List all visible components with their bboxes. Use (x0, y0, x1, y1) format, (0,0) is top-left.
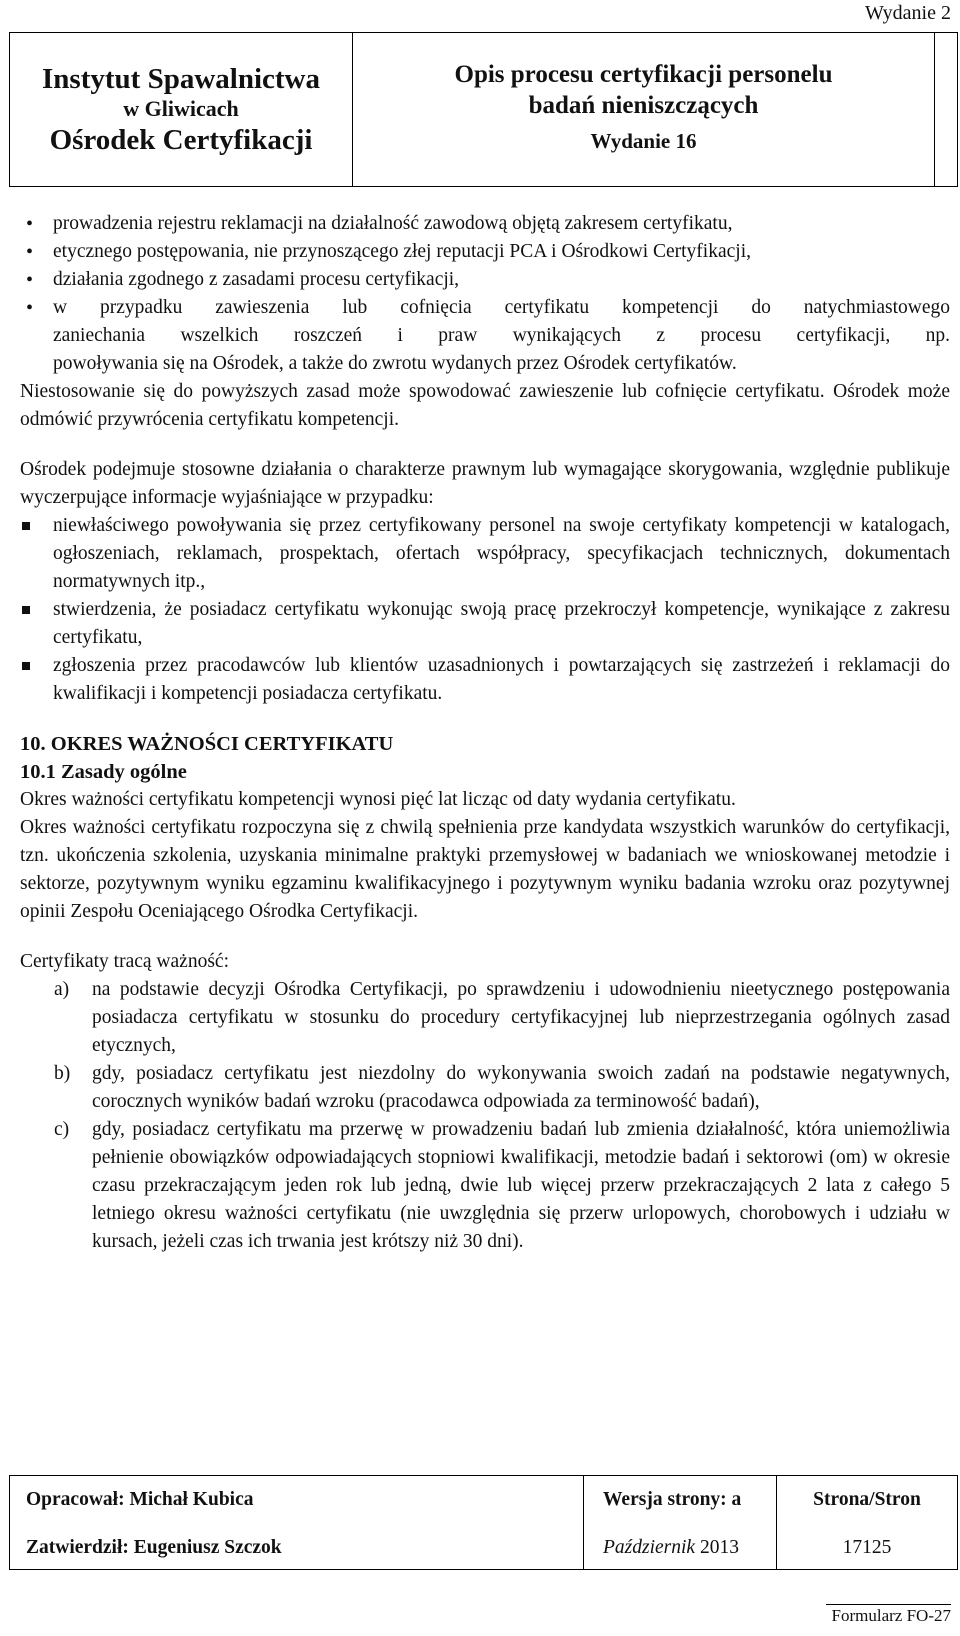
document-footer (9, 1475, 958, 1570)
header-organization (10, 33, 353, 186)
list-item (20, 652, 950, 708)
header-title-block (353, 33, 935, 186)
document-header (9, 32, 958, 187)
page-value: 17125 (842, 1537, 892, 1558)
list-item-text-line: zaniechania wszelkich roszczeń i praw wynikających z procesu certyfikacji, np. (53, 325, 950, 346)
section-heading: 10. OKRES WAŻNOŚCI CERTYFIKATU (20, 733, 394, 755)
list-item (20, 294, 950, 378)
date-year: 2013 (695, 1537, 739, 1558)
list-item-text: etycznego postępowania, nie przynoszącego złej reputacji PCA i Ośrodkowi Certyfikacji, (53, 241, 751, 262)
list-item-text: gdy, posiadacz certyfikatu jest niezdolny do wykonywania swoich zadań na podstawie negatywnych, corocznych wyników badań wzroku (pracodawca odpowiada za terminowość badań), (92, 1063, 950, 1112)
version-label: Wersja strony: a (603, 1489, 742, 1510)
footer-page (777, 1476, 957, 1569)
list-item-text: na podstawie decyzji Ośrodka Certyfikacji, po sprawdzeniu i udowodnieniu nieetycznego postępowania posiadacza certyfikatu w stosunku do procedury certyfikacyjnej lub nieprzestrzegania ogólnych zasad etycznych, (92, 979, 950, 1056)
footer-version (584, 1476, 777, 1569)
list-item-text-line: w przypadku zawieszenia lub cofnięcia certyfikatu kompetencji do natychmiastowego (53, 297, 950, 318)
square-bullet-icon (22, 522, 30, 530)
date-month: Październik (603, 1537, 696, 1558)
list-item-text: niewłaściwego powoływania się przez certyfikowany personel na swoje certyfikaty kompetencji w katalogach, ogłoszeniach, reklamach, prospektach, ofertach współpracy, specyfikacjach technicznych, dokumentach normatywnych itp., (53, 515, 950, 592)
paragraph-lose-validity: Certyfikaty tracą ważność: (20, 951, 229, 972)
list-item-text: stwierdzenia, że posiadacz certyfikatu wykonując swoją pracę przekroczył kompetencje, wynikające z zakresu certyfikatu, (53, 599, 950, 648)
document-edition: Wydanie 16 (590, 128, 697, 153)
page-label: Strona/Stron (813, 1489, 921, 1510)
approved-by: Zatwierdził: Eugeniusz Szczok (26, 1537, 282, 1558)
org-unit: Ośrodek Certyfikacji (49, 123, 313, 156)
header-empty-cell (935, 33, 957, 186)
list-item (20, 238, 950, 266)
footer-signatures (10, 1476, 584, 1569)
list-item-text: gdy, posiadacz certyfikatu ma przerwę w prowadzeniu badań lub zmienia działalność, która uniemożliwia pełnienie obowiązków odpowiadających stopniowi kwalifikacji, metodzie badań i sektorowi (om) w okresie czasu przekraczającym jeden rok lub jedną, dwie lub więcej przerw przekraczających 2 lata z całego 5 letniego okresu ważności certyfikatu (nie uwzględnia się przerw urlopowych, chorobowych i udziału w kursach, jeżeli czas ich trwania jest krótszy niż 30 dni). (92, 1119, 950, 1252)
list-item-text: działania zgodnego z zasadami procesu certyfikacji, (53, 269, 460, 290)
paragraph-validity-start: Okres ważności certyfikatu rozpoczyna się z chwilą spełnienia prze kandydata wszystkich warunków do certyfikacji, tzn. ukończenia szkolenia, uzyskania minimalne praktyki przemysłowej w badaniach we wnioskowanej metodzie i sektorze, pozytywnym wyniku egzaminu kwalifikacyjnego i pozytywnym wyniku badania wzroku oraz pozytywnej opinii Zespołu Oceniającego Ośrodka Certyfikacji. (20, 817, 950, 922)
list-item-text: prowadzenia rejestru reklamacji na działalność zawodową objętą zakresem certyfikatu, (53, 213, 733, 234)
list-item (20, 266, 950, 294)
list-item (20, 1060, 950, 1116)
list-item (20, 512, 950, 596)
bullet-icon: • (26, 241, 34, 263)
prepared-by: Opracował: Michał Kubica (26, 1489, 254, 1510)
list-item-label: b) (54, 1063, 71, 1084)
list-item-text: zgłoszenia przez pracodawców lub klientów uzasadnionych i powtarzających się zastrzeżeń i reklamacji do kwalifikacji i kompetencji posiadacza certyfikatu. (53, 655, 950, 704)
paragraph-noncompliance: Niestosowanie się do powyższych zasad może spowodować zawieszenie lub cofnięcie certyfikatu. Ośrodek może odmówić przywrócenia certyfikatu kompetencji. (20, 381, 950, 430)
paragraph-validity-period: Okres ważności certyfikatu kompetencji wynosi pięć lat licząc od daty wydania certyfikatu. (20, 789, 736, 810)
bullet-icon: • (26, 269, 34, 291)
square-bullet-icon (22, 606, 30, 614)
list-item (20, 210, 950, 238)
list-item-text-line: powoływania się na Ośrodek, a także do zwrotu wydanych przez Ośrodek certyfikatów. (53, 353, 737, 374)
document-title-line1: Opis procesu certyfikacji personelu (454, 60, 833, 88)
form-number: Formularz FO-27 (826, 1604, 951, 1627)
list-item-label: c) (54, 1119, 70, 1140)
document-title-line2: badań nieniszczących (528, 91, 759, 119)
list-item (20, 976, 950, 1060)
subsection-heading: 10.1 Zasady ogólne (20, 761, 187, 783)
paragraph-actions: Ośrodek podejmuje stosowne działania o charakterze prawnym lub wymagające skorygowania, względnie publikuje wyczerpujące informacje wyjaśniające w przypadku: (20, 459, 950, 508)
list-item (20, 596, 950, 652)
square-bullet-icon (22, 662, 30, 670)
list-item (20, 1116, 950, 1256)
list-item-label: a) (54, 979, 70, 1000)
bullet-icon: • (26, 297, 34, 319)
org-name: Instytut Spawalnictwa (42, 62, 320, 95)
org-city: w Gliwicach (123, 95, 239, 121)
bullet-icon: • (26, 213, 34, 235)
version-date (584, 1524, 776, 1571)
edition-label-top: Wydanie 2 (865, 2, 951, 24)
document-body (20, 210, 950, 1256)
